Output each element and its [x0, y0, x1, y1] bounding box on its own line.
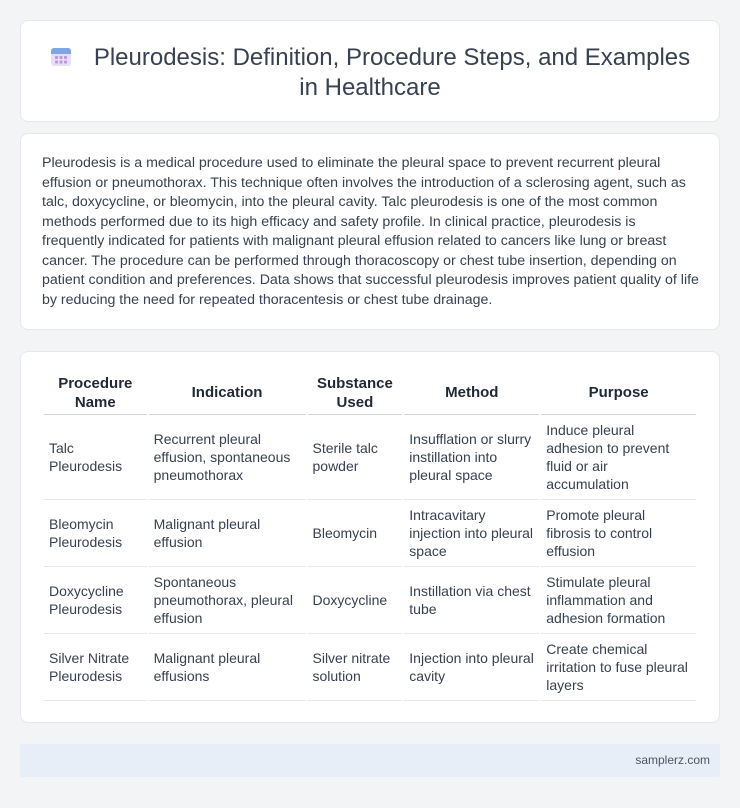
cell-method: Injection into pleural cavity	[404, 634, 539, 701]
cell-method: Instillation via chest tube	[404, 567, 539, 634]
table-row	[44, 500, 696, 567]
cell-procedure-name: Bleomycin Pleurodesis	[44, 500, 147, 567]
intro-card	[20, 133, 720, 330]
cell-indication: Spontaneous pneumothorax, pleural effusion	[149, 567, 306, 634]
cell-method: Intracavitary injection into pleural space	[404, 500, 539, 567]
table-row	[44, 415, 696, 500]
cell-purpose: Create chemical irritation to fuse pleural layers	[541, 634, 696, 701]
cell-indication: Malignant pleural effusion	[149, 500, 306, 567]
cell-procedure-name: Silver Nitrate Pleurodesis	[44, 634, 147, 701]
footer-bar	[20, 744, 720, 777]
header-indication: Indication	[149, 371, 306, 415]
header-substance-used: Substance Used	[308, 371, 403, 415]
header-procedure-name: Procedure Name	[44, 371, 147, 415]
table-row	[44, 634, 696, 701]
cell-procedure-name: Talc Pleurodesis	[44, 415, 147, 500]
cell-substance-used: Sterile talc powder	[308, 415, 403, 500]
calendar-icon	[50, 45, 72, 67]
page-title: Pleurodesis: Definition, Procedure Steps, and Examples in Healthcare	[93, 44, 691, 101]
cell-indication: Malignant pleural effusions	[149, 634, 306, 701]
cell-indication: Recurrent pleural effusion, spontaneous pneumothorax	[149, 415, 306, 500]
procedures-table	[42, 371, 698, 701]
cell-procedure-name: Doxycycline Pleurodesis	[44, 567, 147, 634]
header-method: Method	[404, 371, 539, 415]
footer-site-link[interactable]: samplerz.com	[635, 753, 710, 767]
table-header-row	[44, 371, 696, 415]
intro-paragraph: Pleurodesis is a medical procedure used to eliminate the pleural space to prevent recurrent pleural effusion or pneumothorax. This technique often involves the introduction of a sclerosing agent, such as talc, doxycycline, or bleomycin, into the pleural cavity. Talc pleurodesis is one of the most common methods performed due to its high efficacy and safety profile. In clinical practice, pleurodesis is frequently indicated for patients with malignant pleural effusion related to cancers like lung or breast cancer. The procedure can be performed through thoracoscopy or chest tube insertion, depending on patient condition and preferences. Data shows that successful pleurodesis improves patient quality of life by reducing the need for repeated thoracentesis or chest tube drainage.	[42, 155, 699, 308]
cell-purpose: Promote pleural fibrosis to control effusion	[541, 500, 696, 567]
cell-purpose: Induce pleural adhesion to prevent fluid or air accumulation	[541, 415, 696, 500]
cell-purpose: Stimulate pleural inflammation and adhesion formation	[541, 567, 696, 634]
cell-substance-used: Doxycycline	[308, 567, 403, 634]
header-purpose: Purpose	[541, 371, 696, 415]
page-title-wrap	[21, 43, 719, 103]
table-row	[44, 567, 696, 634]
cell-method: Insufflation or slurry instillation into pleural space	[404, 415, 539, 500]
cell-substance-used: Silver nitrate solution	[308, 634, 403, 701]
header-card	[20, 20, 720, 122]
table-card	[20, 351, 720, 723]
cell-substance-used: Bleomycin	[308, 500, 403, 567]
